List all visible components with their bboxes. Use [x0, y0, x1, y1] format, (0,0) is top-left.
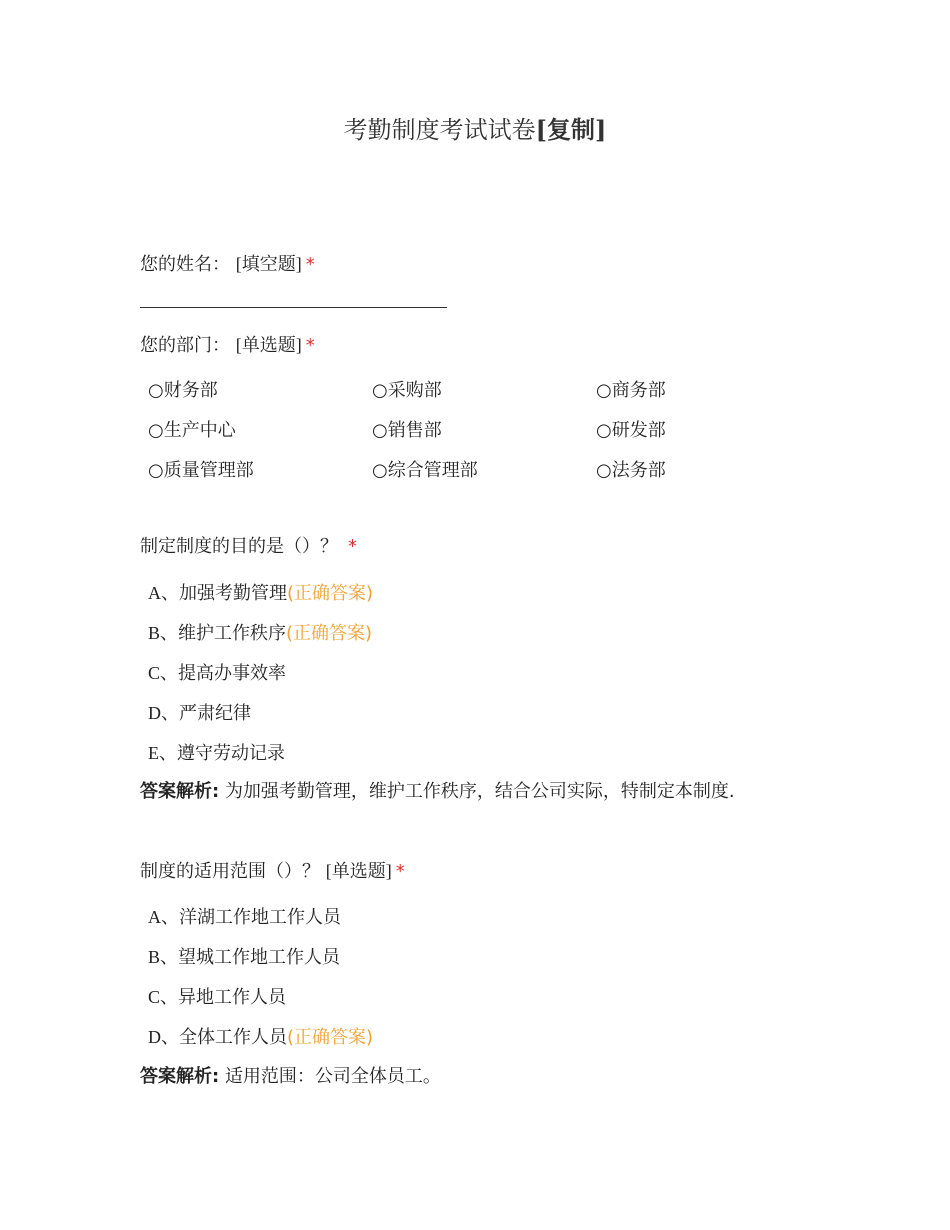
- answer-option[interactable]: [148, 985, 286, 1010]
- dept-option-production[interactable]: ○生产中心: [148, 420, 236, 441]
- answer-option[interactable]: [148, 945, 340, 970]
- option-letter: B、: [148, 623, 179, 643]
- required-marker: *: [305, 254, 315, 275]
- title-main: 考勤制度考试试卷: [343, 116, 536, 144]
- answer-option[interactable]: [148, 661, 286, 686]
- question-label: 制定制度的目的是（）？: [140, 536, 338, 557]
- analysis-heading: 答案解析:: [140, 781, 220, 802]
- answer-option[interactable]: [148, 621, 372, 646]
- option-text: 异地工作人员: [178, 987, 287, 1008]
- question-department: [140, 333, 315, 358]
- question-label: 您的姓名：: [140, 254, 230, 275]
- option-letter: A、: [148, 907, 179, 927]
- question-type: [填空题]: [235, 254, 302, 274]
- name-input-line[interactable]: [140, 307, 447, 308]
- option-letter: D、: [148, 703, 179, 723]
- option-letter: B、: [148, 947, 179, 967]
- analysis-heading: 答案解析:: [140, 1066, 220, 1087]
- dept-option-general[interactable]: ○综合管理部: [372, 460, 478, 481]
- correct-answer-mark: (正确答案): [287, 1027, 374, 1048]
- answer-option[interactable]: [148, 581, 373, 606]
- option-text: 加强考勤管理: [179, 583, 287, 604]
- option-letter: D、: [148, 1027, 179, 1047]
- option-letter: A、: [148, 583, 179, 603]
- option-text: 严肃纪律: [179, 703, 251, 724]
- required-marker: *: [305, 335, 315, 356]
- answer-analysis: [140, 1065, 441, 1089]
- option-text: 望城工作地工作人员: [178, 947, 341, 968]
- option-letter: C、: [148, 663, 179, 683]
- option-text: 提高办事效率: [178, 663, 287, 684]
- dept-option-finance[interactable]: ○财务部: [148, 380, 218, 401]
- question-type: [单选题]: [325, 861, 392, 881]
- question-name: [140, 252, 315, 277]
- option-text: 遵守劳动记录: [177, 743, 285, 764]
- question-scope: [140, 859, 405, 884]
- dept-option-rnd[interactable]: ○研发部: [596, 420, 666, 441]
- dept-option-purchasing[interactable]: ○采购部: [372, 380, 442, 401]
- option-text: 全体工作人员: [179, 1027, 287, 1048]
- dept-option-commerce[interactable]: ○商务部: [596, 380, 666, 401]
- answer-option[interactable]: [148, 1025, 373, 1050]
- required-marker: *: [348, 536, 357, 557]
- question-label: 制度的适用范围（）？: [140, 861, 320, 882]
- option-text: 维护工作秩序: [178, 623, 287, 644]
- question-type: [单选题]: [235, 335, 302, 355]
- analysis-text: 适用范围：公司全体员工。: [224, 1066, 441, 1087]
- dept-option-quality[interactable]: ○质量管理部: [148, 460, 254, 481]
- correct-answer-mark: (正确答案): [287, 583, 374, 604]
- page-title: [0, 110, 950, 145]
- required-marker: *: [395, 861, 405, 882]
- answer-option[interactable]: [148, 741, 285, 766]
- answer-option[interactable]: [148, 701, 251, 726]
- question-label: 您的部门：: [140, 335, 230, 356]
- analysis-text: 为加强考勤管理，维护工作秩序，结合公司实际，特制定本制度.: [224, 781, 735, 802]
- option-letter: E、: [148, 743, 177, 763]
- title-suffix: [复制]: [535, 115, 607, 144]
- correct-answer-mark: (正确答案): [286, 623, 373, 644]
- dept-option-sales[interactable]: ○销售部: [372, 420, 442, 441]
- question-purpose: [140, 535, 357, 559]
- dept-option-legal[interactable]: ○法务部: [596, 460, 666, 481]
- answer-option[interactable]: [148, 905, 341, 930]
- answer-analysis: [140, 780, 735, 804]
- option-letter: C、: [148, 987, 179, 1007]
- option-text: 洋湖工作地工作人员: [179, 907, 341, 928]
